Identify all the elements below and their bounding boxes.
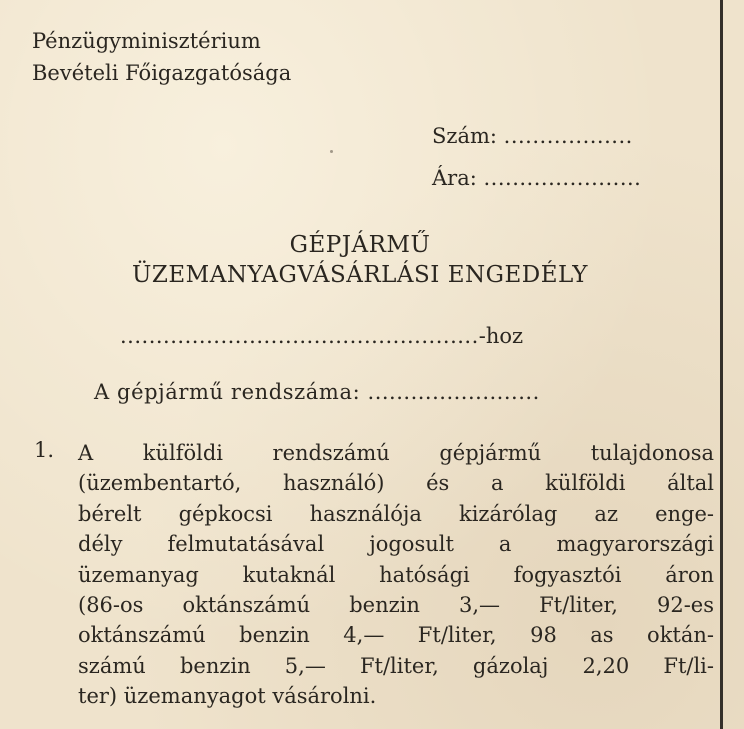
paper-speck (330, 150, 333, 153)
paragraph-line: bérelt gépkocsi használója kizárólag az enge- (78, 501, 714, 526)
issuer-ministry: Pénzügyminisztérium (32, 29, 261, 53)
title-line-1: GÉPJÁRMŰ (289, 232, 431, 258)
number-blank: .................. (503, 124, 633, 148)
paragraph-body (78, 438, 714, 712)
plate-label: A gépjármű rendszáma: (94, 380, 361, 404)
price-blank: ...................... (483, 166, 642, 190)
paragraph-line: dély felmutatásával jogosult a magyarországi (78, 532, 714, 557)
plate-line (94, 380, 540, 404)
paragraph-line: számú benzin 5,— Ft/liter, gázolaj 2,20 Ft/li- (78, 653, 714, 678)
paragraph-line: (üzembentartó, használó) és a külföldi által (78, 471, 714, 496)
paragraph-number: 1. (34, 438, 55, 462)
paragraph-line: A külföldi rendszámú gépjármű tulajdonosa (78, 441, 714, 465)
paragraph-line: oktánszámú benzin 4,— Ft/liter, 98 as oktán- (78, 623, 714, 648)
plate-blank: ........................ (367, 380, 540, 404)
right-border-rule (720, 0, 723, 729)
recipient-blank: .................................................. (120, 324, 479, 348)
recipient-suffix: -hoz (478, 324, 524, 348)
recipient-line (120, 324, 523, 348)
number-field (432, 122, 633, 150)
price-label: Ára: (432, 166, 477, 190)
number-label: Szám: (432, 124, 497, 148)
paragraph-line: ter) üzemanyagot vásárolni. (78, 684, 377, 709)
paragraph-line: üzemanyag kutaknál hatósági fogyasztói áron (78, 562, 714, 587)
price-field (432, 164, 641, 192)
issuer-directorate: Bevételi Főigazgatósága (32, 61, 292, 85)
title-line-2: ÜZEMANYAGVÁSÁRLÁSI ENGEDÉLY (132, 262, 588, 288)
paragraph-line: (86-os oktánszámú benzin 3,— Ft/liter, 92-es (78, 592, 714, 617)
